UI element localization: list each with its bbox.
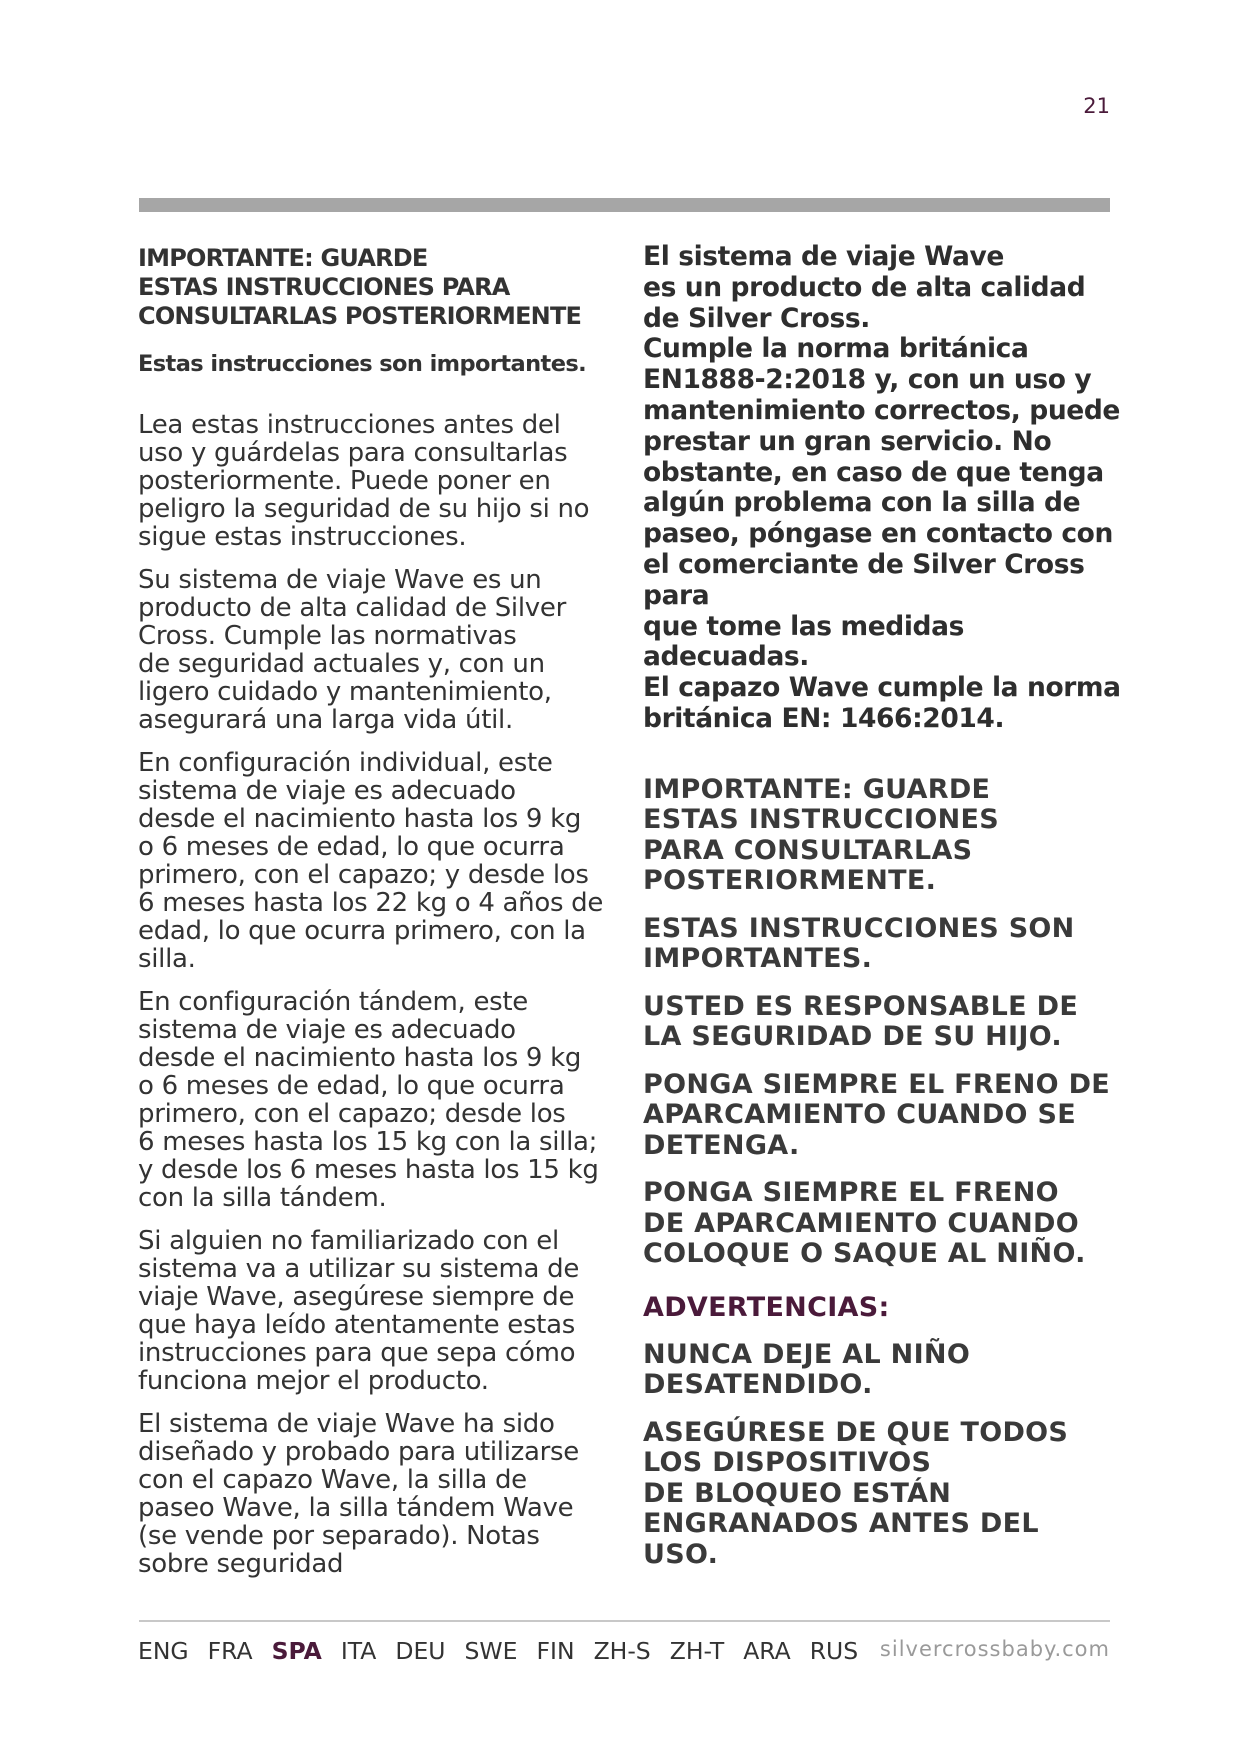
language-link-rus[interactable]: RUS bbox=[809, 1637, 859, 1665]
paragraph: En configuración individual, este sistema de viaje es adecuado desde el nacimiento hasta los 9 kg o 6 meses de edad, lo que ocurra primero, con el capazo; y desde los 6 meses hasta los 22 kg o 4 años de edad, lo que ocurra primero, con la silla. bbox=[138, 748, 604, 974]
language-nav bbox=[138, 1636, 877, 1666]
notice: IMPORTANTE: GUARDE ESTAS INSTRUCCIONES PARA CONSULTARLAS POSTERIORMENTE. bbox=[643, 773, 999, 897]
warning: NUNCA DEJE AL NIÑO DESATENDIDO. bbox=[643, 1338, 971, 1401]
paragraph: Su sistema de viaje Wave es un producto de alta calidad de Silver Cross. Cumple las normativas de seguridad actuales y, con un ligero cuidado y mantenimiento, asegurará una larga vida útil. bbox=[138, 565, 566, 735]
left-column bbox=[138, 242, 618, 1578]
language-link-fra[interactable]: FRA bbox=[207, 1637, 253, 1665]
language-link-zh-s[interactable]: ZH-S bbox=[593, 1637, 651, 1665]
right-column bbox=[643, 242, 1123, 1570]
language-link-ita[interactable]: ITA bbox=[340, 1637, 377, 1665]
language-link-spa[interactable]: SPA bbox=[271, 1637, 322, 1665]
footer-divider bbox=[139, 1620, 1110, 1622]
paragraph: El sistema de viaje Wave ha sido diseñado y probado para utilizarse con el capazo Wave, la silla de paseo Wave, la silla tándem Wave (se vende por separado). Notas sobre seguridad bbox=[138, 1409, 579, 1579]
paragraph: En configuración tándem, este sistema de viaje es adecuado desde el nacimiento hasta los 9 kg o 6 meses de edad, lo que ocurra primero, con el capazo; desde los 6 meses hasta los 15 kg con la silla; y desde los 6 meses hasta los 15 kg con la silla tándem. bbox=[138, 987, 599, 1213]
notice: USTED ES RESPONSABLE DE LA SEGURIDAD DE SU HIJO. bbox=[643, 990, 1079, 1053]
paragraph: Si alguien no familiarizado con el sistema va a utilizar su sistema de viaje Wave, asegúrese siempre de que haya leído atentamente estas instrucciones para que sepa cómo funciona mejor el producto. bbox=[138, 1226, 580, 1396]
notice: PONGA SIEMPRE EL FRENO DE APARCAMIENTO CUANDO SE DETENGA. bbox=[643, 1068, 1111, 1161]
warning: ASEGÚRESE DE QUE TODOS LOS DISPOSITIVOS DE BLOQUEO ESTÁN ENGRANADOS ANTES DEL USO. bbox=[643, 1416, 1069, 1570]
left-subheading: Estas instrucciones son importantes. bbox=[138, 351, 587, 377]
notice: ESTAS INSTRUCCIONES SON IMPORTANTES. bbox=[643, 912, 1075, 975]
website-link[interactable]: silvercrossbaby.com bbox=[879, 1637, 1110, 1661]
intro-paragraph: El sistema de viaje Wave es un producto de alta calidad de Silver Cross. Cumple la norma británica EN1888-2:2018 y, con un uso y mantenimiento correctos, puede prestar un gran servicio. No obstante, en caso de que tenga algún problema con la silla de paseo, póngase en contacto con el comerciante de Silver Cross para que tome las medidas adecuadas. El capazo Wave cumple la norma británica EN: 1466:2014. bbox=[643, 241, 1121, 734]
language-link-deu[interactable]: DEU bbox=[395, 1637, 446, 1665]
warnings-heading: ADVERTENCIAS: bbox=[643, 1291, 890, 1323]
language-link-eng[interactable]: ENG bbox=[138, 1637, 189, 1665]
paragraph: Lea estas instrucciones antes del uso y guárdelas para consultarlas posteriormente. Puede poner en peligro la seguridad de su hijo si no sigue estas instrucciones. bbox=[138, 410, 590, 552]
language-link-ara[interactable]: ARA bbox=[743, 1637, 791, 1665]
header-divider bbox=[139, 198, 1110, 212]
language-link-zh-t[interactable]: ZH-T bbox=[669, 1637, 725, 1665]
page-number: 21 bbox=[1083, 94, 1110, 118]
language-link-swe[interactable]: SWE bbox=[464, 1637, 518, 1665]
notice: PONGA SIEMPRE EL FRENO DE APARCAMIENTO CUANDO COLOQUE O SAQUE AL NIÑO. bbox=[643, 1177, 1086, 1270]
language-link-fin[interactable]: FIN bbox=[536, 1637, 575, 1665]
left-heading: IMPORTANTE: GUARDE ESTAS INSTRUCCIONES PARA CONSULTARLAS POSTERIORMENTE bbox=[138, 244, 582, 330]
